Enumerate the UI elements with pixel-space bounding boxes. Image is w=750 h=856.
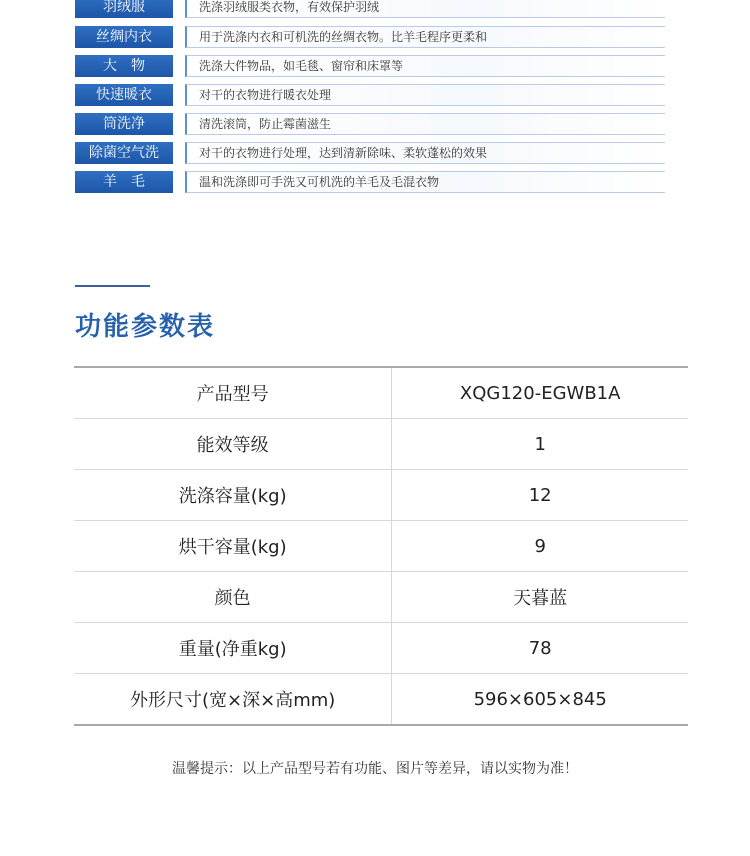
program-desc: 洗涤羽绒服类衣物，有效保护羽绒	[185, 0, 665, 18]
program-label: 大 物	[75, 55, 173, 77]
program-desc: 对干的衣物进行暖衣处理	[185, 84, 665, 106]
program-row-wool	[75, 171, 685, 193]
spec-value: 9	[392, 521, 688, 572]
table-row	[74, 419, 688, 470]
spec-value: 596×605×845	[473, 688, 607, 710]
spec-key: 重量(净重kg)	[74, 623, 392, 674]
table-row	[74, 674, 688, 726]
program-label: 除菌空气洗	[75, 142, 173, 164]
spec-value: XQG120-EGWB1A	[392, 367, 688, 419]
table-row	[74, 367, 688, 419]
spec-key: 产品型号	[74, 367, 392, 419]
spec-key: 外形尺寸(宽×深×高mm)	[74, 674, 392, 726]
program-label: 羽绒服	[75, 0, 173, 18]
program-row-air-wash	[75, 142, 685, 164]
program-row-drum-clean	[75, 113, 685, 135]
spec-key: 洗涤容量(kg)	[74, 470, 392, 521]
spec-value: 12	[392, 470, 688, 521]
spec-value: 78	[392, 623, 688, 674]
program-desc: 清洗滚筒，防止霉菌滋生	[185, 113, 665, 135]
program-label: 筒洗净	[75, 113, 173, 135]
section-title: 功能参数表	[75, 312, 216, 342]
section-divider	[75, 285, 150, 287]
program-label: 羊 毛	[75, 171, 173, 193]
table-row	[74, 470, 688, 521]
program-row-silk	[75, 26, 685, 48]
spec-value: 1	[392, 419, 688, 470]
spec-key: 能效等级	[74, 419, 392, 470]
program-label: 丝绸内衣	[75, 26, 173, 48]
spec-key: 颜色	[74, 572, 392, 623]
spec-key: 烘干容量(kg)	[74, 521, 392, 572]
spec-value: 天暮蓝	[392, 572, 688, 623]
program-desc: 对干的衣物进行处理，达到清新除味、柔软蓬松的效果	[185, 142, 665, 164]
program-desc: 用于洗涤内衣和可机洗的丝绸衣物。比羊毛程序更柔和	[185, 26, 665, 48]
program-row-warm	[75, 84, 685, 106]
spec-table	[74, 366, 688, 726]
program-row-down	[75, 0, 685, 18]
program-desc: 温和洗涤即可手洗又可机洗的羊毛及毛混衣物	[185, 171, 665, 193]
program-label: 快速暖衣	[75, 84, 173, 106]
table-row	[74, 623, 688, 674]
program-desc: 洗涤大件物品，如毛毯、窗帘和床罩等	[185, 55, 665, 77]
table-row	[74, 521, 688, 572]
table-row	[74, 572, 688, 623]
footnote: 温馨提示：以上产品型号若有功能、图片等差异，请以实物为准！	[172, 761, 578, 777]
program-row-bulky	[75, 55, 685, 77]
